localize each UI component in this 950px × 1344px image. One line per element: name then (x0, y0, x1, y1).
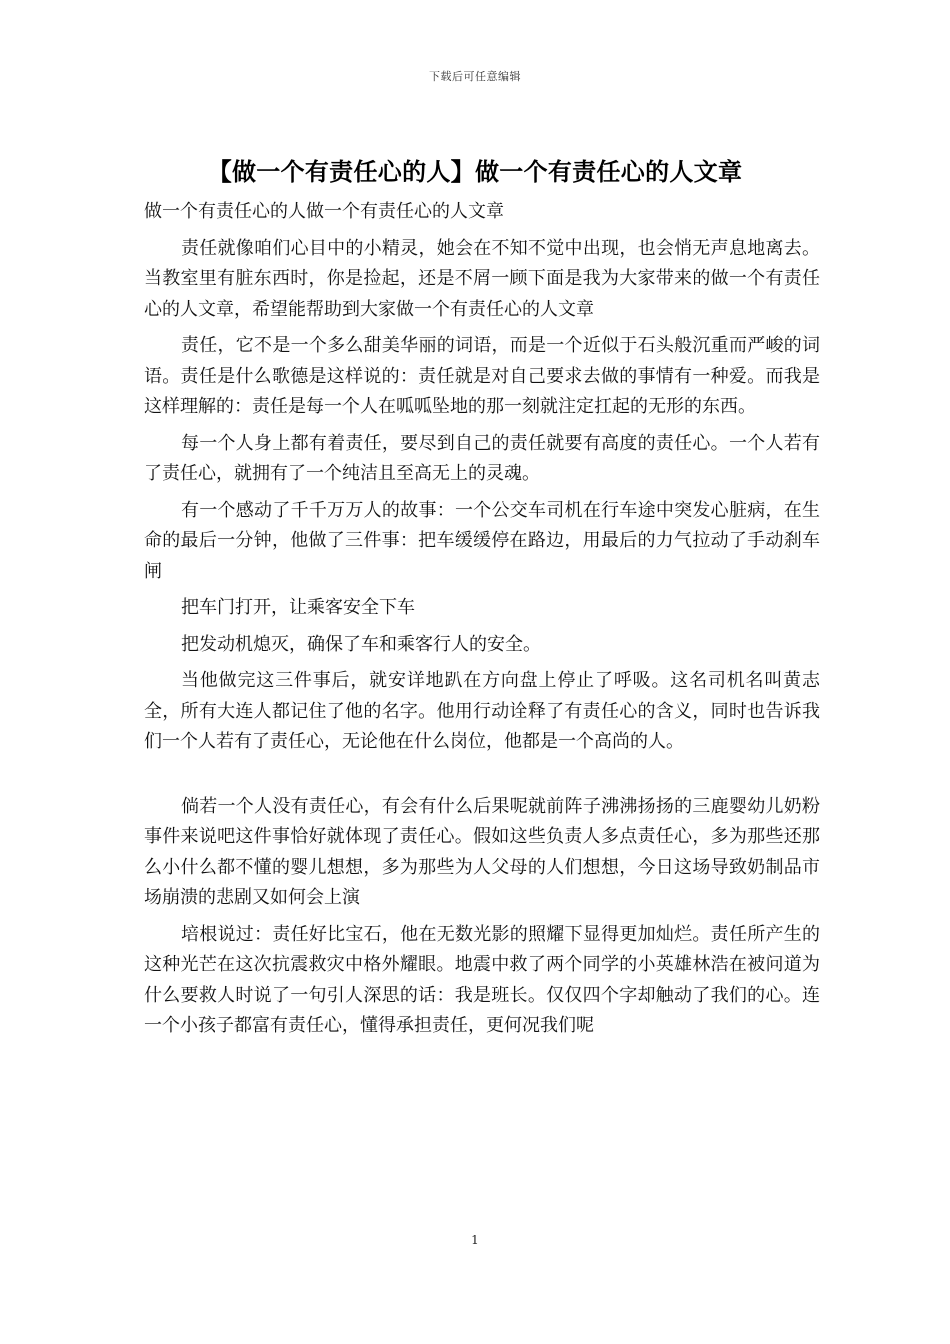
body-paragraph: 每一个人身上都有着责任，要尽到自己的责任就要有高度的责任心。一个人若有了责任心，就拥有了一个纯洁且至高无上的灵魂。 (144, 432, 820, 484)
body-paragraph: 倘若一个人没有责任心，有会有什么后果呢就前阵子沸沸扬扬的三鹿婴幼儿奶粉事件来说吧这件事恰好就体现了责任心。假如这些负责人多点责任心，多为那些还那么小什么都不懂的婴儿想想，多为那些为人父母的人们想想，今日这场导致奶制品市场崩溃的悲剧又如何会上演 (144, 795, 820, 908)
document-body (144, 197, 820, 1048)
document-title: 【做一个有责任心的人】做一个有责任心的人文章 (207, 157, 743, 186)
body-paragraph: 把发动机熄灭，确保了车和乘客行人的安全。 (181, 633, 541, 655)
subtitle-paragraph: 做一个有责任心的人做一个有责任心的人文章 (144, 201, 504, 222)
body-paragraph: 当他做完这三件事后，就安详地趴在方向盘上停止了呼吸。这名司机名叫黄志全，所有大连人都记住了他的名字。他用行动诠释了有责任心的含义，同时也告诉我们一个人若有了责任心，无论他在什么岗位，他都是一个高尚的人。 (144, 670, 820, 752)
page-number: 1 (471, 1233, 479, 1247)
body-paragraph: 责任，它不是一个多么甜美华丽的词语，而是一个近似于石头般沉重而严峻的词语。责任是什么歌德是这样说的：责任就是对自己要求去做的事情有一种爱。而我是这样理解的：责任是每一个人在呱呱坠地的那一刻就注定扛起的无形的东西。 (144, 335, 820, 417)
body-paragraph: 把车门打开，让乘客安全下车 (181, 597, 415, 618)
body-paragraph: 培根说过：责任好比宝石，他在无数光影的照耀下显得更加灿烂。责任所产生的这种光芒在这次抗震救灾中格外耀眼。地震中救了两个同学的小英雄林浩在被问道为什么要救人时说了一句引人深思的话：我是班长。仅仅四个字却触动了我们的心。连一个小孩子都富有责任心，懂得承担责任，更何况我们呢 (144, 923, 820, 1036)
body-paragraph: 责任就像咱们心目中的小精灵，她会在不知不觉中出现，也会悄无声息地离去。当教室里有脏东西时，你是捡起，还是不屑一顾下面是我为大家带来的做一个有责任心的人文章，希望能帮助到大家做一个有责任心的人文章 (144, 237, 820, 320)
page-header: 下载后可任意编辑 (429, 70, 521, 83)
body-paragraph: 有一个感动了千千万万人的故事：一个公交车司机在行车途中突发心脏病，在生命的最后一分钟，他做了三件事：把车缓缓停在路边，用最后的力气拉动了手动刹车闸 (144, 499, 820, 582)
